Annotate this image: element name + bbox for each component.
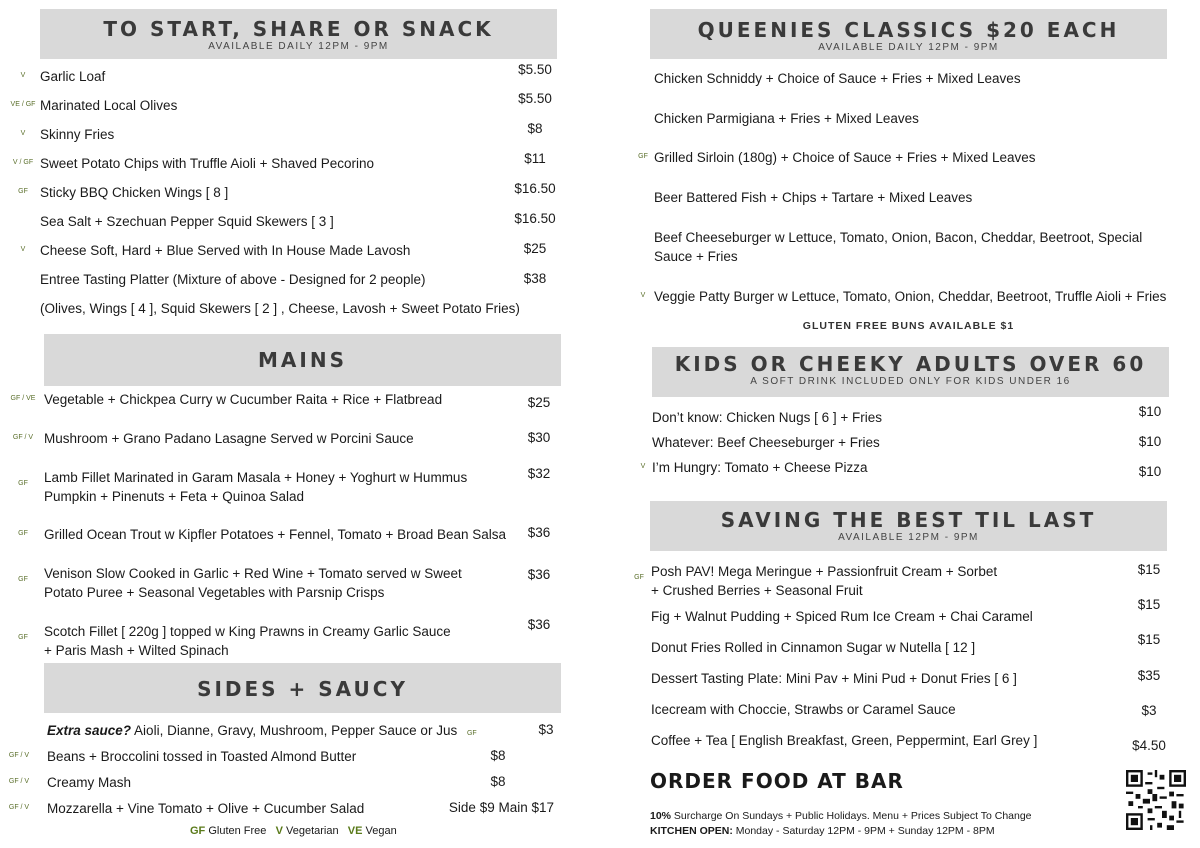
sides-item-price: $8 (490, 748, 506, 763)
sides-item-tag: GF / V (8, 804, 30, 811)
dessert-item-name (651, 639, 975, 656)
mains-item-line-2: Potato Puree + Seasonal Vegetables with Parsnip Crisps (44, 585, 385, 600)
mains-item-tag: GF / V (12, 434, 34, 441)
dessert-item-price: $35 (1137, 668, 1161, 683)
gf-buns-note: GLUTEN FREE BUNS AVAILABLE $1 (802, 320, 1015, 332)
start-item-price: $16.50 (514, 211, 556, 226)
mains-item-name (44, 526, 506, 543)
dessert-item-price: $15 (1137, 562, 1161, 577)
mains-item-line: Vegetable + Chickpea Curry w Cucumber Raita + Rice + Flatbread (44, 392, 443, 407)
kids-item-name (652, 434, 880, 451)
mains-item-name (44, 468, 467, 506)
kids-item-name (652, 409, 882, 426)
surcharge-pct: 10% (650, 810, 672, 822)
start-item-line: Marinated Local Olives (40, 98, 178, 113)
sides-item-name (47, 774, 131, 791)
classics-item-name (654, 228, 1168, 266)
classics-item-tag: V (640, 292, 646, 299)
mains-item-line: Venison Slow Cooked in Garlic + Red Wine + Tomato served w Sweet (44, 566, 462, 581)
classics-item-line: Beef Cheeseburger w Lettuce, Tomato, Onion, Bacon, Cheddar, Beetroot, Special (654, 230, 1143, 245)
surcharge-note (650, 809, 1032, 823)
legend-v-text: Vegetarian (282, 825, 339, 837)
extra-sauce-tag: GF (466, 730, 477, 737)
extra-sauce-line (47, 722, 477, 742)
mains-item-line-2: Pumpkin + Pinenuts + Feta + Quinoa Salad (44, 489, 305, 504)
sides-title: SIDES + SAUCY (197, 677, 408, 701)
start-item-line: Cheese Soft, Hard + Blue Served with In House Made Lavosh (40, 243, 411, 258)
dessert-item-price: $3 (1141, 703, 1157, 718)
classics-item-tag: GF (638, 153, 648, 160)
kids-item-tag: V (640, 463, 646, 470)
legend-ve: VE (347, 825, 363, 837)
dietary-legend (190, 825, 397, 837)
mains-item-price: $36 (527, 525, 551, 540)
dessert-item-line: Posh PAV! Mega Meringue + Passionfruit Cream + Sorbet (651, 564, 998, 579)
mains-item-price: $36 (527, 567, 551, 582)
mains-item-price: $25 (527, 395, 551, 410)
start-item-name (40, 126, 114, 143)
dessert-title: SAVING THE BEST TIL LAST (720, 508, 1097, 532)
classics-item-line: Chicken Parmigiana + Fries + Mixed Leaves (654, 111, 919, 126)
dessert-item-line: Donut Fries Rolled in Cinnamon Sugar w Nutella [ 12 ] (651, 640, 976, 655)
kitchen-hours (650, 824, 995, 838)
kids-item-line: Don’t know: Chicken Nugs [ 6 ] + Fries (652, 410, 882, 425)
sides-item-name (47, 800, 364, 817)
classics-item-name (654, 110, 1168, 127)
mains-item-name (44, 430, 414, 447)
classics-item-line: Beer Battered Fish + Chips + Tartare + Mixed Leaves (654, 190, 973, 205)
qr-code-icon[interactable] (1126, 770, 1186, 830)
classics-title: QUEENIES CLASSICS $20 EACH (697, 18, 1120, 42)
start-item-tag: V (20, 72, 26, 79)
start-item-line: Skinny Fries (40, 127, 115, 142)
mains-item-price: $30 (527, 430, 551, 445)
kitchen-label: KITCHEN OPEN: (650, 825, 733, 837)
classics-item-name (654, 70, 1168, 87)
start-item-name (40, 242, 410, 259)
kitchen-text: Monday - Saturday 12PM - 9PM + Sunday 12PM - 8PM (732, 825, 995, 837)
classics-item-name (654, 149, 1168, 166)
surcharge-text: Surcharge On Sundays + Public Holidays. Menu + Prices Subject To Change (671, 810, 1032, 822)
sides-item-line: Beans + Broccolini tossed in Toasted Almond Butter (47, 749, 357, 764)
start-item-tag: GF (18, 188, 28, 195)
mains-header (44, 334, 561, 386)
start-item-price: $38 (523, 271, 547, 286)
dessert-item-name (651, 732, 1037, 749)
classics-item-name (654, 288, 1168, 305)
start-item-line: Garlic Loaf (40, 69, 106, 84)
sides-item-line: Mozzarella + Vine Tomato + Olive + Cucumber Salad (47, 801, 365, 816)
dessert-item-line-2: + Crushed Berries + Seasonal Fruit (651, 583, 863, 598)
start-item-name (40, 300, 520, 317)
start-subtitle: AVAILABLE DAILY 12PM - 9PM (208, 41, 389, 52)
start-item-tag: V (20, 130, 26, 137)
kids-header (652, 347, 1169, 397)
sides-item-price: Side $9 Main $17 (448, 800, 554, 815)
mains-item-price: $36 (527, 617, 551, 632)
dessert-item-price: $15 (1137, 597, 1161, 612)
mains-item-tag: GF / VE (10, 395, 36, 402)
order-at-bar: ORDER FOOD AT BAR (650, 769, 904, 793)
kids-item-name (652, 459, 867, 476)
start-item-tag: V / GF (12, 159, 34, 166)
start-item-price: $5.50 (518, 62, 552, 77)
classics-item-name (654, 189, 1168, 206)
dessert-subtitle: AVAILABLE 12PM - 9PM (838, 532, 979, 543)
start-item-name (40, 155, 374, 172)
classics-item-line: Chicken Schniddy + Choice of Sauce + Fries + Mixed Leaves (654, 71, 1021, 86)
dessert-item-name (651, 608, 1033, 625)
legend-ve-text: Vegan (362, 825, 397, 837)
mains-item-tag: GF (18, 530, 28, 537)
start-header (40, 9, 557, 59)
classics-item-line: Veggie Patty Burger w Lettuce, Tomato, Onion, Cheddar, Beetroot, Truffle Aioli + Fries (654, 289, 1167, 304)
start-item-name (40, 271, 425, 288)
legend-gf: GF (190, 825, 206, 837)
mains-item-line: Lamb Fillet Marinated in Garam Masala + Honey + Yoghurt w Hummus (44, 470, 468, 485)
sides-item-line: Creamy Mash (47, 775, 132, 790)
sides-header (44, 663, 561, 713)
start-item-tag: V (20, 246, 26, 253)
start-item-price: $8 (527, 121, 543, 136)
mains-item-line-2: + Paris Mash + Wilted Spinach (44, 643, 229, 658)
mains-item-name (44, 564, 462, 602)
start-title: TO START, SHARE OR SNACK (103, 17, 494, 41)
dessert-item-price: $4.50 (1132, 738, 1166, 753)
sides-item-name (47, 748, 356, 765)
dessert-item-name (651, 701, 956, 718)
start-item-price: $5.50 (518, 91, 552, 106)
dessert-header (650, 501, 1167, 551)
extra-sauce-label: Extra sauce? (47, 723, 132, 738)
dessert-item-line: Fig + Walnut Pudding + Spiced Rum Ice Cream + Chai Caramel (651, 609, 1033, 624)
mains-item-name (44, 622, 451, 660)
kids-item-price: $10 (1138, 404, 1162, 419)
legend-v: V (275, 825, 283, 837)
kids-item-price: $10 (1138, 434, 1162, 449)
sides-item-tag: GF / V (8, 752, 30, 759)
start-item-tag: VE / GF (10, 101, 36, 108)
start-item-name (40, 213, 334, 230)
mains-item-tag: GF (18, 634, 28, 641)
legend-gf-text: Gluten Free (205, 825, 267, 837)
dessert-item-name (651, 562, 997, 600)
kids-item-price: $10 (1138, 464, 1162, 479)
mains-item-line: Scotch Fillet [ 220g ] topped w King Prawns in Creamy Garlic Sauce (44, 624, 451, 639)
kids-item-line: I’m Hungry: Tomato + Cheese Pizza (652, 460, 868, 475)
dessert-item-line: Coffee + Tea [ English Breakfast, Green, Peppermint, Earl Grey ] (651, 733, 1038, 748)
mains-item-price: $32 (527, 466, 551, 481)
start-item-line: Sticky BBQ Chicken Wings [ 8 ] (40, 185, 229, 200)
mains-title: MAINS (258, 348, 347, 372)
start-item-price: $25 (523, 241, 547, 256)
start-item-line: Sweet Potato Chips with Truffle Aioli + Shaved Pecorino (40, 156, 375, 171)
start-item-name (40, 97, 177, 114)
extra-sauce-text: Aioli, Dianne, Gravy, Mushroom, Pepper Sauce or Jus (131, 723, 458, 738)
mains-item-tag: GF (18, 480, 28, 487)
mains-item-line: Mushroom + Grano Padano Lasagne Served w Porcini Sauce (44, 431, 414, 446)
kids-title: KIDS OR CHEEKY ADULTS OVER 60 (674, 352, 1147, 376)
classics-item-line-2: Sauce + Fries (654, 249, 738, 264)
dessert-item-price: $15 (1137, 632, 1161, 647)
classics-subtitle: AVAILABLE DAILY 12PM - 9PM (818, 42, 999, 53)
sides-item-tag: GF / V (8, 778, 30, 785)
classics-header (650, 9, 1167, 59)
mains-item-line: Grilled Ocean Trout w Kipfler Potatoes + Fennel, Tomato + Broad Bean Salsa (44, 527, 507, 542)
dessert-item-tag: GF (634, 574, 644, 581)
start-item-price: $16.50 (514, 181, 556, 196)
dessert-item-line: Dessert Tasting Plate: Mini Pav + Mini Pud + Donut Fries [ 6 ] (651, 671, 1017, 686)
sides-item-price: $8 (490, 774, 506, 789)
start-item-name (40, 68, 105, 85)
extra-sauce-price: $3 (538, 722, 554, 737)
start-item-price: $11 (524, 151, 546, 166)
mains-item-tag: GF (18, 576, 28, 583)
start-item-line: Sea Salt + Szechuan Pepper Squid Skewers [ 3 ] (40, 214, 334, 229)
kids-subtitle: A SOFT DRINK INCLUDED ONLY FOR KIDS UNDER 16 (750, 376, 1071, 387)
classics-item-line: Grilled Sirloin (180g) + Choice of Sauce + Fries + Mixed Leaves (654, 150, 1036, 165)
kids-item-line: Whatever: Beef Cheeseburger + Fries (652, 435, 880, 450)
start-item-line: (Olives, Wings [ 4 ], Squid Skewers [ 2 ] , Cheese, Lavosh + Sweet Potato Fries) (40, 301, 520, 316)
mains-item-name (44, 391, 442, 408)
dessert-item-name (651, 670, 1017, 687)
start-item-name (40, 184, 228, 201)
dessert-item-line: Icecream with Choccie, Strawbs or Caramel Sauce (651, 702, 956, 717)
start-item-line: Entree Tasting Platter (Mixture of above - Designed for 2 people) (40, 272, 426, 287)
